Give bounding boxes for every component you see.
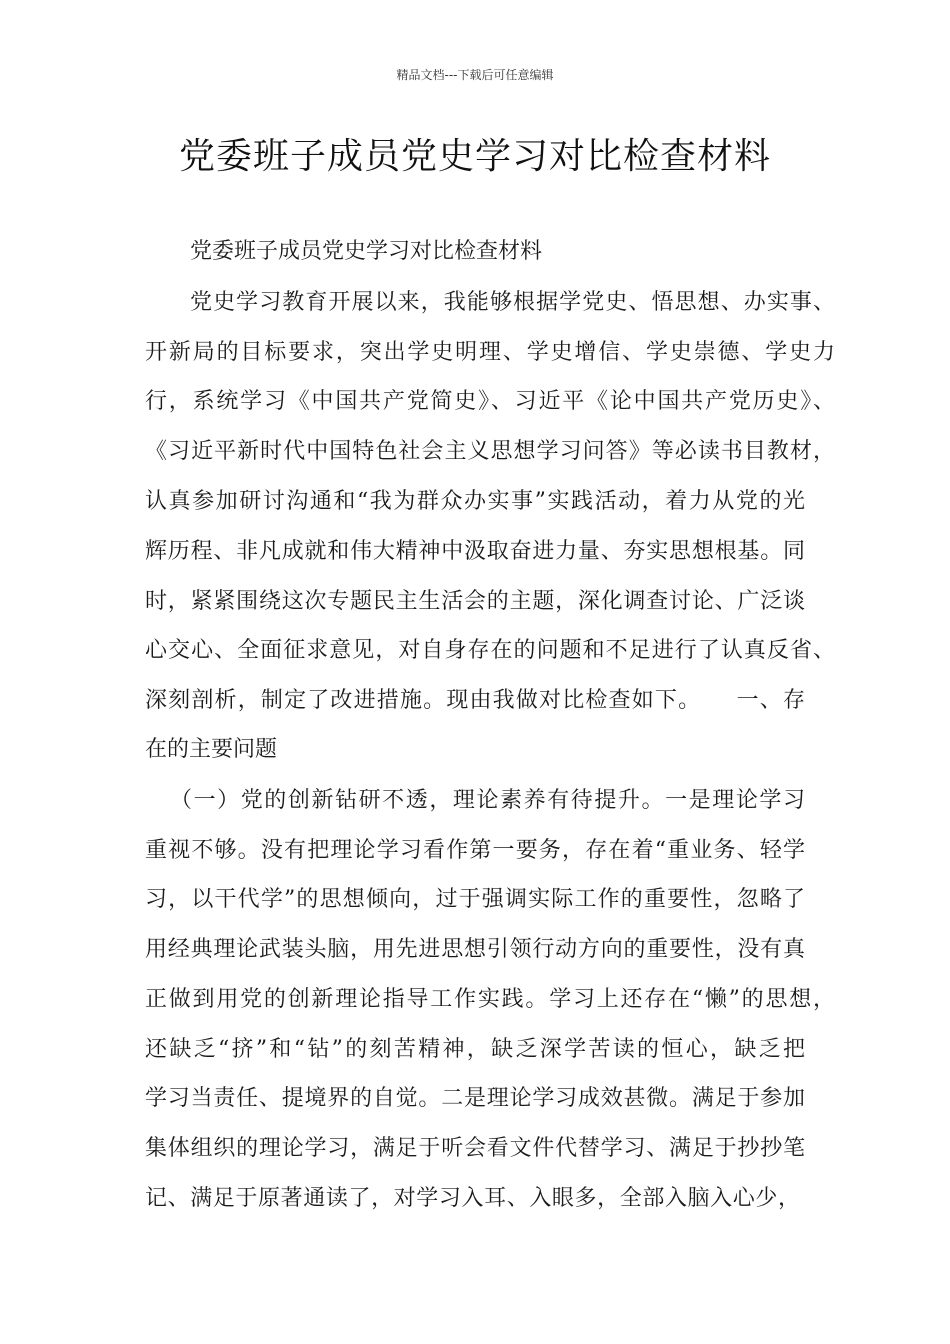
- paragraph-line: 党史学习教育开展以来，我能够根据学党史、悟思想、办实事、: [190, 290, 835, 315]
- paragraph-line: 习，以干代学”的思想倾向，过于强调实际工作的重要性，忽略了: [145, 887, 805, 912]
- paragraph-line: 正做到用党的创新理论指导工作实践。学习上还存在“懒”的思想，: [145, 987, 835, 1012]
- paragraph-line: 集体组织的理论学习，满足于听会看文件代替学习、满足于抄抄笔: [145, 1136, 805, 1161]
- section-heading-line: 在的主要问题: [145, 737, 278, 762]
- paragraph-line: 认真参加研讨沟通和“我为群众办实事”实践活动，着力从党的光: [145, 489, 805, 514]
- document-subtitle: 党委班子成员党史学习对比检查材料: [190, 239, 543, 264]
- paragraph-line: 还缺乏“挤”和“钻”的刻苦精神，缺乏深学苦读的恒心，缺乏把: [145, 1037, 805, 1062]
- paragraph-line: 辉历程、非凡成就和伟大精神中汲取奋进力量、夯实思想根基。同: [145, 539, 805, 564]
- paragraph-line: 重视不够。没有把理论学习看作第一要务，存在着“重业务、轻学: [145, 838, 805, 863]
- paragraph-line: （一）党的创新钻研不透，理论素养有待提升。一是理论学习: [170, 788, 805, 813]
- paragraph-line: 深刻剖析，制定了改进措施。现由我做对比检查如下。 一、存: [145, 688, 805, 713]
- paragraph-line: 《习近平新时代中国特色社会主义思想学习问答》等必读书目教材，: [145, 439, 835, 464]
- paragraph-line: 开新局的目标要求，突出学史明理、学史增信、学史崇德、学史力: [145, 340, 835, 365]
- paragraph-line: 学习当责任、提境界的自觉。二是理论学习成效甚微。满足于参加: [145, 1086, 805, 1111]
- paragraph-line: 时，紧紧围绕这次专题民主生活会的主题，深化调查讨论、广泛谈: [145, 589, 805, 614]
- page-header: 精品文档---下载后可任意编辑: [396, 68, 554, 82]
- paragraph-line: 心交心、全面征求意见，对自身存在的问题和不足进行了认真反省、: [145, 638, 835, 663]
- paragraph-line: 用经典理论武装头脑，用先进思想引领行动方向的重要性，没有真: [145, 937, 805, 962]
- paragraph-line: 行，系统学习《中国共产党简史》、习近平《论中国共产党历史》、: [145, 389, 835, 414]
- paragraph-line: 记、满足于原著通读了，对学习入耳、入眼多，全部入脑入心少，: [145, 1186, 800, 1211]
- document-title: 党委班子成员党史学习对比检查材料: [178, 136, 771, 177]
